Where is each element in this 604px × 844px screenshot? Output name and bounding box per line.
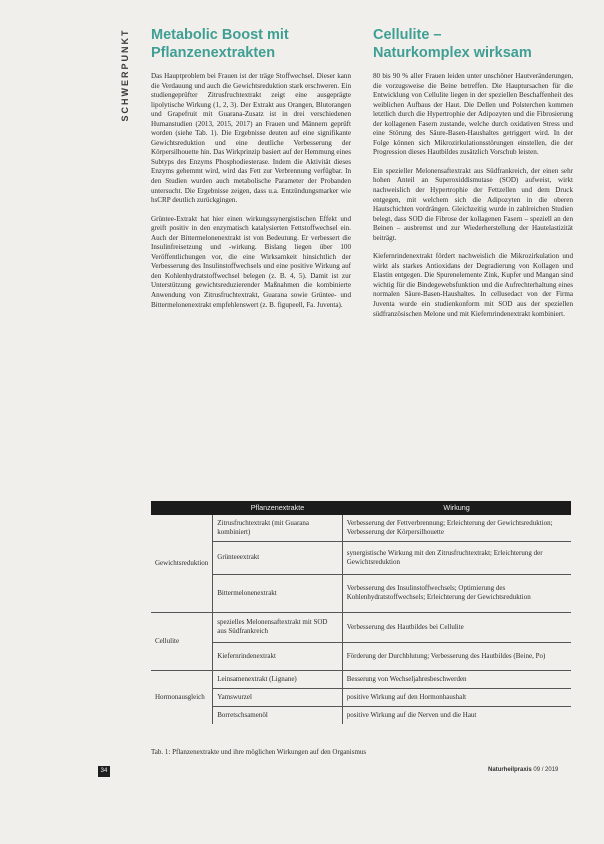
right-article-title: [373, 26, 583, 62]
table-header-effect: Wirkung: [342, 501, 571, 515]
table-cell-effect: synergistische Wirkung mit den Zitrusfruchtextrakt; Erleichterung der Gewichtsreduktion: [342, 541, 571, 574]
journal-name: Naturheilpraxis: [488, 767, 532, 773]
table-cell-extract: Borretschsamenöl: [213, 706, 342, 724]
extracts-table: [151, 501, 571, 724]
page-number: 34: [98, 766, 110, 777]
table-row: [151, 642, 571, 670]
table-cell-effect: positive Wirkung auf die Nerven und die Haut: [346, 710, 477, 719]
journal-footer: [488, 767, 558, 773]
right-title-line1: Cellulite –: [373, 27, 442, 43]
table-row: [151, 515, 571, 541]
table-cell-extract: Zitrusfruchtextrakt (mit Guarana kombiniert): [213, 515, 342, 541]
right-title-line2: Naturkomplex wirksam: [373, 45, 532, 61]
table-cell-extract: Bittermelonenextrakt: [213, 574, 342, 612]
table-cell-extract: spezielles Melonensaftextrakt mit SOD aus Südfrankreich: [213, 612, 342, 642]
table-caption: Tab. 1: Pflanzenextrakte und ihre möglichen Wirkungen auf den Organismus: [151, 748, 367, 756]
table-cell-effect: Verbesserung der Fettverbrennung; Erleichterung der Gewichtsreduktion; Verbesserung der Körpersilhouette: [342, 515, 571, 541]
left-column: [151, 72, 351, 319]
table-row: [151, 574, 571, 612]
table-cell-effect: positive Wirkung auf den Hormonhaushalt: [342, 688, 571, 706]
table-row: [151, 612, 571, 642]
left-article-title: [151, 26, 361, 62]
table-cell-effect: Verbesserung des Insulinstoffwechsels; Optimierung des Kohlenhydratstoffwechsels; Erleichterung der Gewichtsreduktion: [342, 574, 571, 612]
left-title-line2: Pflanzenextrakten: [151, 45, 276, 61]
journal-issue: 09 / 2019: [531, 767, 559, 773]
right-column: [373, 72, 573, 328]
table-cell-effect: Förderung der Durchblutung; Verbesserung des Hautbildes (Beine, Po): [342, 642, 571, 670]
table-cell-effect: Besserung von Wechseljahresbeschwerden: [342, 670, 571, 688]
right-paragraph: Kiefernrindenextrakt fördert nachweislich die Mikrozirkulation und wirkt als starkes Antioxidans der Degradierung von Kollagen und Elastin entgegen. Die Spurenelemente Zink, Kupfer und Mangan sind wichtig für die Bindegewebsfunktion und die Aufrechterhaltung eines normalen Säure-Basen-Haushaltes. In cellusedact von der Firma Juventa wurde ein studienkonform mit SOD aus der speziellen südfranzösischen Melone und mit Kiefernrindenextrakt kombiniert.: [373, 252, 573, 318]
section-label-text: SCHWERPUNKT: [120, 28, 130, 122]
table-row: [151, 706, 571, 724]
table-cell-extract: Leinsamenextrakt (Lignane): [213, 670, 342, 688]
section-label: [118, 22, 132, 132]
right-paragraph: Ein spezieller Melonensaftextrakt aus Südfrankreich, der einen sehr hohen Anteil an Superoxiddismutase (SOD) aufweist, wirkt nachweislich der Hypertrophie der Fettzellen und dem Druck entgegen, mit welchem sich die Adipozyten in die oberen Hautschichten vordrängen. Gleichzeitig wurde in zahlreichen Studien belegt, dass SOD die Fibrose der kollagenen Fasern – speziell an den Beinen – ausbremst und zur Wiederherstellung der Hautelastizität beiträgt.: [373, 166, 573, 242]
table-group-label: Hormonausgleich: [151, 670, 213, 724]
table-header-extracts: Pflanzenextrakte: [213, 501, 342, 515]
right-paragraph: 80 bis 90 % aller Frauen leiden unter unschöner Hautveränderungen, die vorzugsweise die Beine betreffen. Die Hauptursachen für die Entwicklung von Cellulite liegen in der speziellen Beschaffenheit des weiblichen Aufbaus der Haut. Die Dellen und Polsterchen kommen letztlich durch die Hypertrophie der Adipozyten und die Fibrosierung der kollagenen Fasern zustande, welche durch oxidativen Stress und eine Störung des Säure-Basen-Haushaltes getriggert wird. In der Folge können sich Mikrozirkulationsstörungen einstellen, die der Progression dieses Hautbildes zusätzlich Vorschub leisten.: [373, 72, 573, 157]
table-header-empty: [151, 501, 213, 515]
table-group-label: Gewichtsreduktion: [151, 515, 213, 612]
table-group-label: Cellulite: [151, 612, 213, 670]
table-cell-extract: Grünteeextrakt: [213, 541, 342, 574]
table-row: [151, 670, 571, 688]
table-cell-effect: Verbesserung des Hautbildes bei Cellulite: [342, 612, 571, 642]
left-paragraph: Grüntee-Extrakt hat hier einen wirkungssynergistischen Effekt und greift positiv in den enzymatisch katalysierten Fettstoffwechsel ein. Auch der Bittermelonenextrakt ist von Bedeutung. Er verbessert die Insulinfreisetzung und -wirkung. Bislang liegen über 100 Veröffentlichungen vor, die eine Wirksamkeit hinsichtlich der Verbesserung des Insulinstoffwechsels und eine positive Wirkung auf den Kohlenhydratstoffwechsel belegen (z. B. 4, 5). Damit ist zur Unterstützung gewichtsreduzierender Maßnahmen die kombinierte Anwendung von Zitrusfruchtextrakt, Guarana sowie Grüntee- und Bittermelonenextrakt empfehlenswert (z. B. figupeell, Fa. Juventa).: [151, 214, 351, 309]
table-header-row: [151, 501, 571, 515]
left-paragraph: Das Hauptproblem bei Frauen ist der träge Stoffwechsel. Dieser kann die Verdauung und auch die Gewichtsreduktion stark erschweren. Ein studiengeprüfter Zitrusfruchtextrakt zeigt eine ausgeprägte lipolytische Wirkung (1, 2, 3). Der Extrakt aus Orangen, Blutorangen und Grapefruit mit Guarana-Zusatz ist in drei verschiedenen Humanstudien (2013, 2015, 2017) an Frauen und Männern geprüft worden (siehe Tab. 1). Die Ergebnisse deuten auf eine signifikante Gewichtsreduktion und eine deutliche Verbesserung der Körpersilhouette hin. Das Wirkprinzip basiert auf der Hemmung eines Subtyps des Enzyms Phosphodiesterase. Indem die Aktivität dieses Enzyms gehemmt wird, wird das Fett zur Verbrennung verfügbar. In den Studien wurden auch metabolische Parameter der Probanden untersucht. Die Ergebnisse zeigen, dass u.a. Entzündungsmarker wie hsCRP deutlich zurückgingen.: [151, 72, 351, 205]
table-row: [151, 688, 571, 706]
table-cell-extract: Yamswurzel: [213, 688, 342, 706]
table-cell-extract: Kiefernrindenextrakt: [213, 642, 342, 670]
table-row: [151, 541, 571, 574]
left-title-line1: Metabolic Boost mit: [151, 27, 289, 43]
